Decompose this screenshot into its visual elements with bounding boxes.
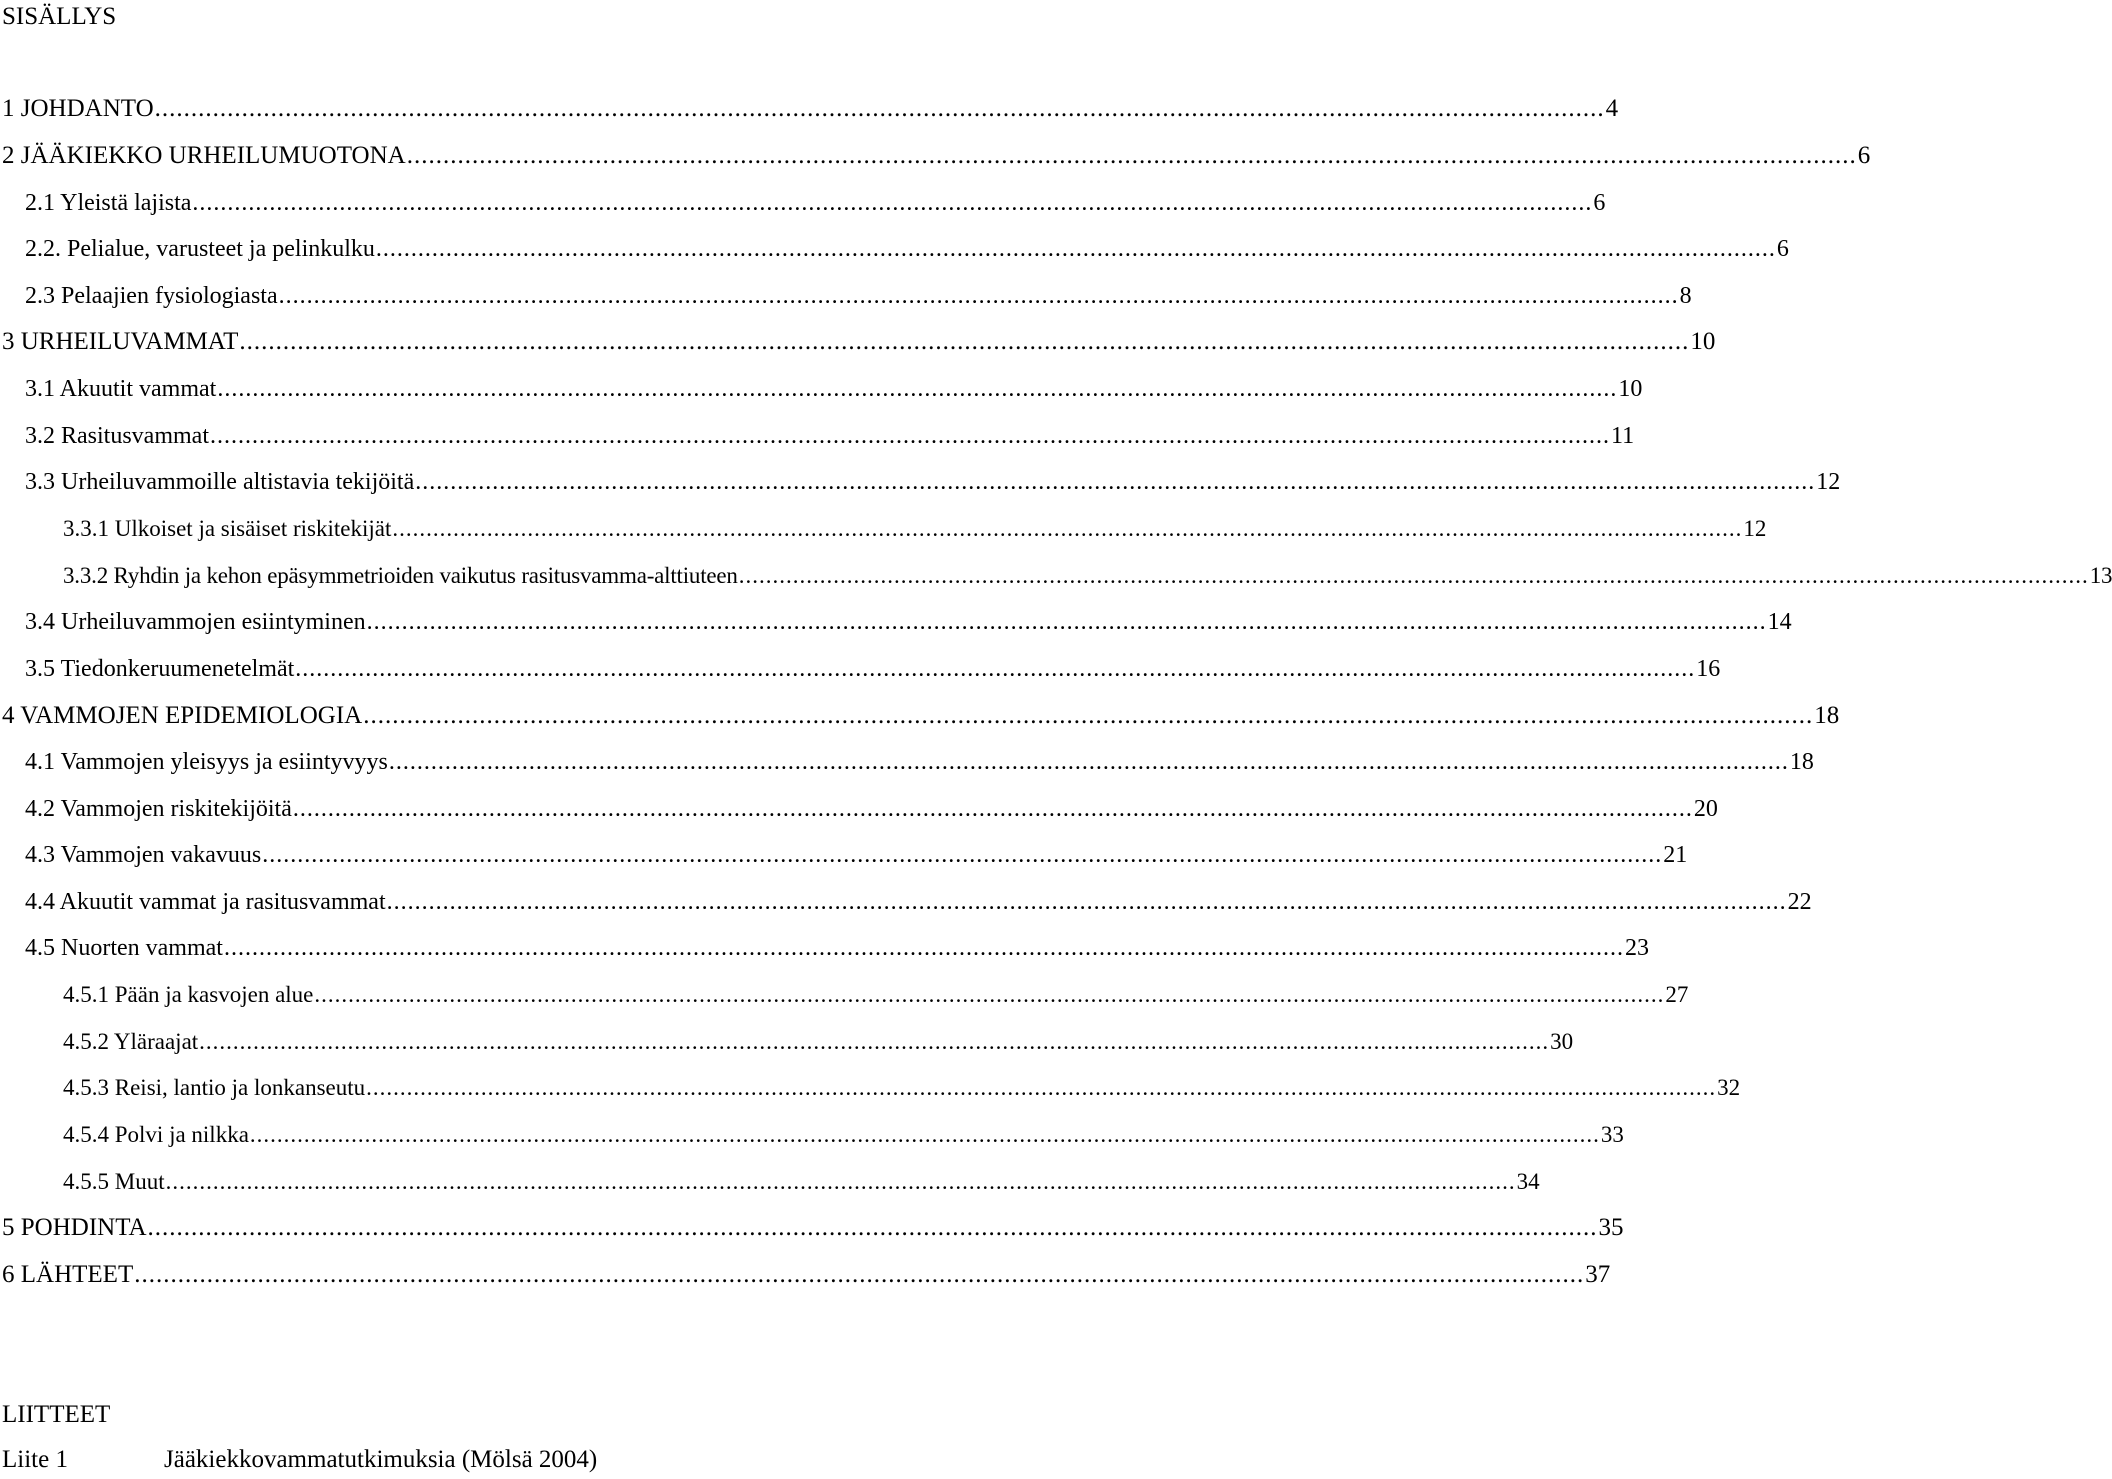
dot-leader: ........................................................................................................................................................................................................: [295, 656, 1696, 682]
toc-entry-page: 34: [1516, 1169, 1540, 1194]
toc-entry-label: 1 JOHDANTO: [2, 95, 154, 122]
toc-entry-4-5-5[interactable]: [63, 1166, 1540, 1198]
toc-entry-page: 20: [1693, 796, 1718, 822]
dot-leader: ........................................................................................................................................................................................................: [154, 95, 1605, 122]
toc-entry-page: 18: [1789, 749, 1814, 775]
toc-entry-label: 4.5.1 Pään ja kasvojen alue: [63, 982, 314, 1007]
toc-entry-page: 12: [1743, 516, 1767, 541]
toc-entry-label: 3.3.2 Ryhdin ja kehon epäsymmetrioiden vaikutus rasitusvamma-alttiuteen: [63, 563, 738, 588]
toc-entry-label: 4.5.5 Muut: [63, 1169, 165, 1194]
toc-entry-page: 12: [1816, 469, 1841, 495]
dot-leader: ........................................................................................................................................................................................................: [165, 1169, 1516, 1194]
toc-entry-4[interactable]: [2, 700, 1840, 732]
dot-leader: ........................................................................................................................................................................................................: [392, 516, 1743, 541]
toc-entry-label: 3 URHEILUVAMMAT: [2, 328, 239, 355]
toc-entry-label: 4.5.4 Polvi ja nilkka: [63, 1122, 249, 1147]
toc-entry-label: 4.5.2 Yläraajat: [63, 1029, 199, 1054]
toc-entry-page: 11: [1610, 423, 1635, 449]
toc-entry-3[interactable]: [2, 326, 1716, 358]
dot-leader: ........................................................................................................................................................................................................: [314, 982, 1665, 1007]
toc-entry-4-5-3[interactable]: [63, 1072, 1741, 1104]
toc-entry-3-2[interactable]: [25, 420, 1635, 452]
toc-entry-4-5-2[interactable]: [63, 1026, 1574, 1058]
toc-entry-page: 22: [1787, 889, 1812, 915]
toc-entry-label: 4.3 Vammojen vakavuus: [25, 842, 262, 868]
dot-leader: ........................................................................................................................................................................................................: [415, 469, 1816, 495]
toc-entry-label: 3.2 Rasitusvammat: [25, 423, 209, 449]
dot-leader: ........................................................................................................................................................................................................: [292, 796, 1693, 822]
toc-entry-label: 4 VAMMOJEN EPIDEMIOLOGIA: [2, 702, 363, 729]
toc-entry-4-1[interactable]: [25, 746, 1814, 778]
toc-entry-label: 6 LÄHTEET: [2, 1261, 134, 1288]
toc-entry-label: 2 JÄÄKIEKKO URHEILUMUOTONA: [2, 142, 406, 169]
toc-entry-5[interactable]: [2, 1212, 1624, 1244]
toc-entry-page: 8: [1679, 283, 1692, 309]
dot-leader: ........................................................................................................................................................................................................: [406, 142, 1857, 169]
toc-entry-2-2[interactable]: [25, 233, 1789, 265]
dot-leader: ........................................................................................................................................................................................................: [388, 749, 1789, 775]
toc-entry-page: 10: [1690, 328, 1716, 355]
toc-entry-2[interactable]: [2, 140, 1871, 172]
dot-leader: ........................................................................................................................................................................................................: [366, 609, 1767, 635]
toc-entry-label: 4.5 Nuorten vammat: [25, 935, 223, 961]
toc-entry-page: 18: [1814, 702, 1840, 729]
toc-entry-1[interactable]: [2, 93, 1619, 125]
toc-heading: SISÄLLYS: [2, 3, 117, 30]
dot-leader: ........................................................................................................................................................................................................: [262, 842, 1663, 868]
toc-entry-label: 3.3.1 Ulkoiset ja sisäiset riskitekijät: [63, 516, 392, 541]
toc-entry-label: 3.5 Tiedonkeruumenetelmät: [25, 656, 295, 682]
toc-entry-4-4[interactable]: [25, 886, 1812, 918]
toc-entry-4-5-4[interactable]: [63, 1119, 1624, 1151]
toc-entry-label: 4.4 Akuutit vammat ja rasitusvammat: [25, 889, 386, 915]
dot-leader: ........................................................................................................................................................................................................: [217, 376, 1618, 402]
toc-entry-label: 3.3 Urheiluvammoille altistavia tekijöitä: [25, 469, 415, 495]
toc-entry-label: 2.1 Yleistä lajista: [25, 190, 192, 216]
toc-entry-3-1[interactable]: [25, 373, 1643, 405]
appendix-row: [2, 1444, 597, 1476]
toc-entry-page: 35: [1598, 1214, 1624, 1241]
toc-entry-page: 13: [2089, 563, 2112, 588]
dot-leader: ........................................................................................................................................................................................................: [278, 283, 1679, 309]
dot-leader: ........................................................................................................................................................................................................: [147, 1214, 1598, 1241]
dot-leader: ........................................................................................................................................................................................................: [738, 563, 2089, 588]
toc-entry-2-1[interactable]: [25, 187, 1606, 219]
dot-leader: ........................................................................................................................................................................................................: [386, 889, 1787, 915]
toc-entry-label: 4.5.3 Reisi, lantio ja lonkanseutu: [63, 1075, 366, 1100]
toc-entry-3-3-2[interactable]: [63, 560, 2112, 592]
toc-entry-page: 10: [1618, 376, 1643, 402]
dot-leader: ........................................................................................................................................................................................................: [199, 1029, 1550, 1054]
toc-entry-3-5[interactable]: [25, 653, 1721, 685]
toc-entry-page: 32: [1717, 1075, 1741, 1100]
toc-entry-3-3[interactable]: [25, 466, 1841, 498]
toc-entry-page: 37: [1585, 1261, 1611, 1288]
toc-entry-page: 6: [1776, 236, 1789, 262]
toc-entry-label: 2.3 Pelaajien fysiologiasta: [25, 283, 278, 309]
toc-entry-label: 4.2 Vammojen riskitekijöitä: [25, 796, 292, 822]
toc-entry-3-4[interactable]: [25, 606, 1792, 638]
dot-leader: ........................................................................................................................................................................................................: [192, 190, 1593, 216]
toc-entry-6[interactable]: [2, 1259, 1611, 1291]
toc-entry-4-5[interactable]: [25, 932, 1649, 964]
dot-leader: ........................................................................................................................................................................................................: [363, 702, 1814, 729]
dot-leader: ........................................................................................................................................................................................................: [223, 935, 1624, 961]
toc-entry-label: 4.1 Vammojen yleisyys ja esiintyvyys: [25, 749, 388, 775]
toc-entry-page: 4: [1605, 95, 1619, 122]
toc-entry-3-3-1[interactable]: [63, 513, 1767, 545]
toc-entry-page: 27: [1665, 982, 1689, 1007]
toc-entry-page: 6: [1857, 142, 1871, 169]
toc-entry-label: 3.1 Akuutit vammat: [25, 376, 217, 402]
toc-entry-2-3[interactable]: [25, 280, 1692, 312]
toc-entry-page: 33: [1600, 1122, 1624, 1147]
toc-entry-4-3[interactable]: [25, 839, 1688, 871]
toc-entry-page: 30: [1550, 1029, 1574, 1054]
toc-entry-label: 5 POHDINTA: [2, 1214, 147, 1241]
appendix-title: Jääkiekkovammatutkimuksia (Mölsä 2004): [164, 1446, 598, 1473]
toc-entry-page: 14: [1767, 609, 1792, 635]
dot-leader: ........................................................................................................................................................................................................: [375, 236, 1776, 262]
toc-entry-label: 2.2. Pelialue, varusteet ja pelinkulku: [25, 236, 375, 262]
toc-entry-page: 23: [1624, 935, 1649, 961]
dot-leader: ........................................................................................................................................................................................................: [366, 1075, 1717, 1100]
toc-entry-page: 6: [1593, 190, 1606, 216]
toc-entry-4-5-1[interactable]: [63, 979, 1689, 1011]
dot-leader: ........................................................................................................................................................................................................: [249, 1122, 1600, 1147]
dot-leader: ........................................................................................................................................................................................................: [134, 1261, 1585, 1288]
dot-leader: ........................................................................................................................................................................................................: [209, 423, 1610, 449]
toc-entry-4-2[interactable]: [25, 793, 1718, 825]
appendices-heading: LIITTEET: [2, 1401, 111, 1428]
dot-leader: ........................................................................................................................................................................................................: [239, 328, 1690, 355]
toc-entry-page: 16: [1696, 656, 1721, 682]
toc-entry-page: 21: [1663, 842, 1688, 868]
toc-entry-label: 3.4 Urheiluvammojen esiintyminen: [25, 609, 366, 635]
appendix-id: Liite 1: [2, 1446, 68, 1473]
